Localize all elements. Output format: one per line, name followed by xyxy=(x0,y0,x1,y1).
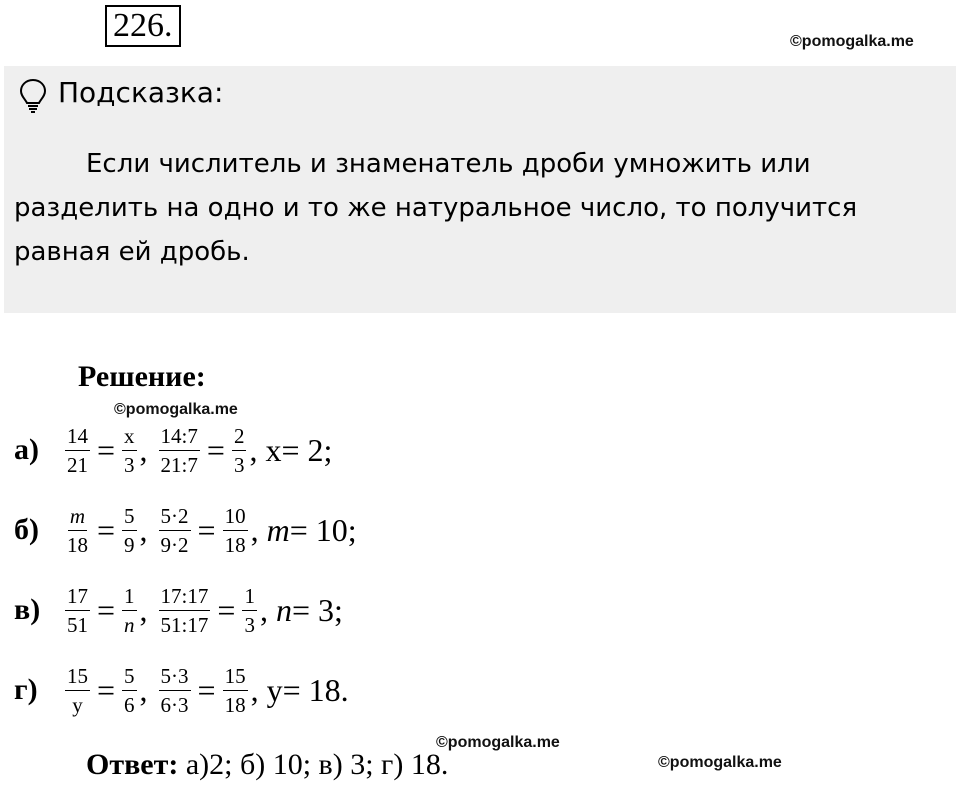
result: = 18. xyxy=(282,671,349,708)
equals-sign: = xyxy=(197,511,216,548)
task-number: 226. xyxy=(105,5,181,47)
watermark: ©pomogalka.me xyxy=(790,33,914,50)
result: = 3; xyxy=(291,591,343,628)
denominator: 9 xyxy=(124,532,135,557)
denominator: 3 xyxy=(244,612,255,637)
equals-sign: = xyxy=(97,511,116,548)
numerator: 5 xyxy=(122,663,137,691)
solution-title: Решение: xyxy=(78,360,206,393)
solution-row xyxy=(14,498,357,562)
denominator: 21:7 xyxy=(160,452,198,477)
comma: , xyxy=(250,511,267,548)
numerator: 10 xyxy=(223,503,248,531)
answer-label: Ответ: xyxy=(86,748,179,781)
fraction xyxy=(159,503,191,558)
numerator: m xyxy=(68,503,87,531)
numerator: 17:17 xyxy=(159,583,211,611)
fraction xyxy=(65,423,90,478)
variable: x xyxy=(265,431,282,468)
comma: , xyxy=(139,591,156,628)
solution-row xyxy=(14,578,343,642)
fraction xyxy=(122,503,137,558)
fraction xyxy=(159,583,211,638)
fraction xyxy=(159,423,200,478)
numerator: 1 xyxy=(122,583,137,611)
denominator: 51:17 xyxy=(160,612,209,637)
row-label: в) xyxy=(14,593,41,626)
denominator: 51 xyxy=(67,612,88,637)
fraction xyxy=(122,663,137,718)
denominator: y xyxy=(72,692,83,717)
denominator: n xyxy=(124,612,135,637)
comma: , xyxy=(139,671,156,708)
fraction xyxy=(159,663,191,718)
fraction xyxy=(65,583,90,638)
fraction xyxy=(122,423,137,478)
variable: n xyxy=(275,591,292,628)
lightbulb-icon xyxy=(18,78,48,114)
comma: , xyxy=(139,431,156,468)
fraction xyxy=(122,583,137,638)
result: = 2; xyxy=(281,431,333,468)
hint-text: Если числитель и знаменатель дроби умножить или разделить на одно и то же натуральное число, то получится равная ей дробь. xyxy=(14,149,858,267)
numerator: 15 xyxy=(223,663,248,691)
denominator: 3 xyxy=(124,452,135,477)
denominator: 3 xyxy=(233,452,245,477)
row-label: б) xyxy=(14,513,39,546)
numerator: 2 xyxy=(232,423,247,451)
solution-row xyxy=(14,418,332,482)
equals-sign: = xyxy=(217,591,236,628)
numerator: 5·3 xyxy=(159,663,191,691)
equals-sign: = xyxy=(97,591,116,628)
comma: , xyxy=(249,431,266,468)
fraction xyxy=(232,423,247,478)
variable: y xyxy=(266,671,283,708)
comma: , xyxy=(250,671,267,708)
numerator: 5·2 xyxy=(159,503,191,531)
fraction xyxy=(242,583,257,638)
fraction xyxy=(65,663,90,718)
solution-row xyxy=(14,658,349,722)
equals-sign: = xyxy=(206,431,225,468)
watermark: ©pomogalka.me xyxy=(658,754,782,771)
numerator: 1 xyxy=(242,583,257,611)
fraction xyxy=(223,663,248,718)
numerator: 17 xyxy=(65,583,90,611)
fraction xyxy=(223,503,248,558)
numerator: 5 xyxy=(122,503,137,531)
denominator: 18 xyxy=(224,692,246,717)
numerator: 14:7 xyxy=(159,423,200,451)
result: = 10; xyxy=(289,511,357,548)
equals-sign: = xyxy=(197,671,216,708)
denominator: 18 xyxy=(224,532,246,557)
numerator: 15 xyxy=(65,663,90,691)
equals-sign: = xyxy=(97,671,116,708)
watermark: ©pomogalka.me xyxy=(436,734,560,751)
row-label: а) xyxy=(14,433,39,466)
answer-text: а)2; б) 10; в) 3; г) 18. xyxy=(178,748,449,781)
denominator: 9·2 xyxy=(160,532,189,557)
numerator: x xyxy=(122,423,137,451)
equals-sign: = xyxy=(97,431,116,468)
denominator: 21 xyxy=(67,452,88,477)
hint-title: Подсказка: xyxy=(58,76,224,109)
row-label: г) xyxy=(14,673,38,706)
numerator: 14 xyxy=(65,423,90,451)
denominator: 18 xyxy=(67,532,88,557)
denominator: 6·3 xyxy=(160,692,189,717)
variable: m xyxy=(266,511,290,548)
answer-line xyxy=(86,748,448,782)
comma: , xyxy=(139,511,156,548)
fraction xyxy=(65,503,90,558)
watermark: ©pomogalka.me xyxy=(114,401,238,418)
denominator: 6 xyxy=(124,692,135,717)
comma: , xyxy=(259,591,276,628)
